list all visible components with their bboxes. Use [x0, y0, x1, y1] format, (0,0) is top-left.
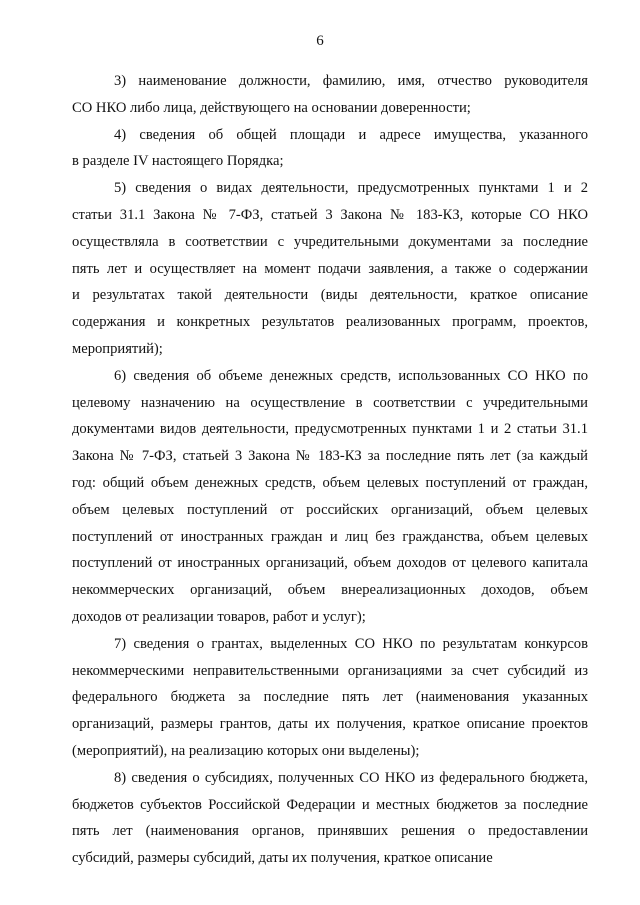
paragraph-item-8 [72, 765, 588, 872]
paragraph-item-4 [72, 122, 588, 176]
text-line: в разделе IV настоящего Порядка; [72, 153, 284, 170]
paragraph-item-5 [72, 175, 588, 363]
text-line: поступлений от иностранных организаций, объем доходов от целевого капитала [72, 555, 588, 572]
text-line: СО НКО либо лица, действующего на основании доверенности; [72, 99, 471, 116]
text-line: объем целевых поступлений от российских организаций, объем целевых [72, 501, 588, 518]
text-line: 5) сведения о видах деятельности, предусмотренных пунктами 1 и 2 [114, 180, 588, 197]
paragraph-item-6 [72, 363, 588, 631]
paragraph-item-3 [72, 68, 588, 122]
text-line: доходов от реализации товаров, работ и услуг); [72, 608, 366, 625]
text-line: статьи 31.1 Закона № 7-ФЗ, статьей 3 Закона № 183-КЗ, которые СО НКО [72, 206, 588, 223]
text-line: содержания и конкретных результатов реализованных программ, проектов, [72, 314, 588, 331]
text-line: (мероприятий), на реализацию которых они выделены); [72, 742, 420, 759]
text-line: 7) сведения о грантах, выделенных СО НКО по результатам конкурсов [114, 635, 588, 652]
text-line: мероприятий); [72, 340, 163, 357]
text-line: организаций, размеры грантов, даты их получения, краткое описание проектов [72, 716, 588, 733]
page-number: 6 [316, 33, 324, 49]
text-line: поступлений от иностранных граждан и лиц без гражданства, объем целевых [72, 528, 588, 545]
text-line: осуществляла в соответствии с учредительными документами за последние [72, 233, 588, 250]
text-line: документами видов деятельности, предусмотренных пунктами 1 и 2 статьи 31.1 [72, 421, 588, 438]
document-body [72, 68, 588, 872]
text-line: некоммерческими неправительственными организациями за счет субсидий из [72, 662, 588, 679]
text-line: пять лет и осуществляет на момент подачи заявления, а также о содержании [72, 260, 588, 277]
text-line: пять лет (наименования органов, принявших решения о предоставлении [72, 823, 588, 840]
text-line: 3) наименование должности, фамилию, имя, отчество руководителя [114, 73, 588, 89]
text-line: некоммерческих организаций, объем внереализационных доходов, объем [72, 582, 588, 599]
text-line: федерального бюджета за последние пять лет (наименования указанных [72, 689, 588, 706]
text-line: 6) сведения об объеме денежных средств, использованных СО НКО по [114, 367, 588, 384]
text-line: 8) сведения о субсидиях, полученных СО НКО из федерального бюджета, [114, 769, 588, 786]
text-line: целевому назначению на осуществление в соответствии с учредительными [72, 394, 588, 411]
paragraph-item-7 [72, 631, 588, 765]
text-line: и результатах такой деятельности (виды деятельности, краткое описание [72, 287, 588, 304]
text-line: бюджетов субъектов Российской Федерации и местных бюджетов за последние [72, 796, 588, 813]
text-line: год: общий объем денежных средств, объем целевых поступлений от граждан, [72, 474, 588, 491]
text-line: 4) сведения об общей площади и адресе имущества, указанного [114, 126, 588, 143]
text-line: Закона № 7-ФЗ, статьей 3 Закона № 183-КЗ за последние пять лет (за каждый [72, 448, 588, 465]
text-line: субсидий, размеры субсидий, даты их получения, краткое описание [72, 850, 493, 867]
